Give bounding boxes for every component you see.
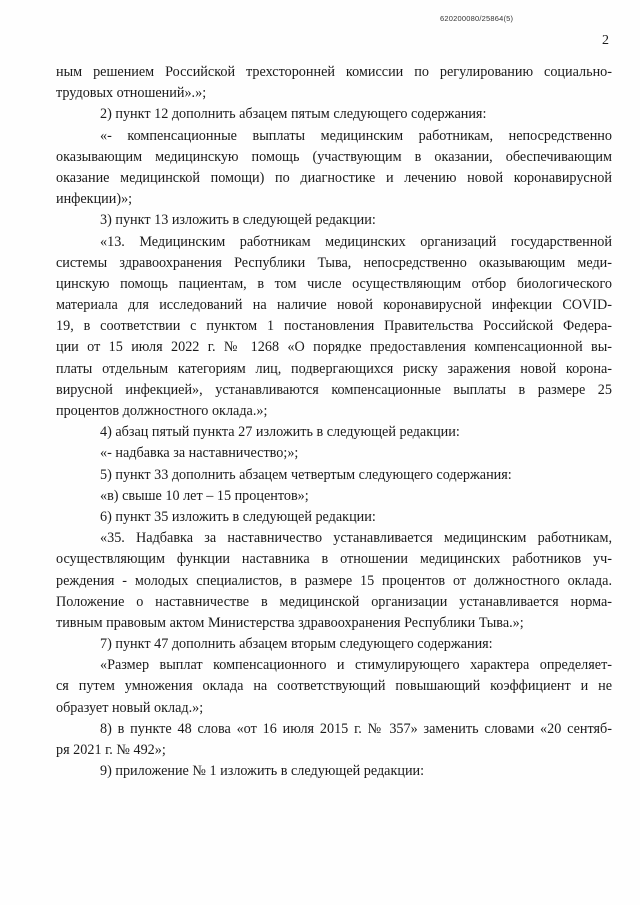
- text-line: «в) свыше 10 лет – 15 процентов»;: [100, 487, 309, 504]
- page-number: 2: [602, 33, 609, 48]
- document-body: [56, 62, 612, 782]
- text-line: тивным правовым актом Министерства здравоохранения Республики Тыва.»;: [56, 614, 524, 631]
- text-line: «- компенсационные выплаты медицинским работникам, непосредственно: [100, 127, 612, 144]
- text-line: ря 2021 г. № 492»;: [56, 742, 166, 758]
- text-line: «35. Надбавка за наставничество устанавливается медицинским работникам,: [100, 530, 612, 547]
- text-line: 5) пункт 33 дополнить абзацем четвертым следующего содержания:: [100, 466, 512, 483]
- text-line: системы здравоохранения Республики Тыва, непосредственно оказывающим меди-: [56, 254, 612, 271]
- text-line: 3) пункт 13 изложить в следующей редакции:: [100, 212, 376, 229]
- text-line: инфекции)»;: [56, 191, 133, 208]
- text-line: ся путем умножения оклада на соответствующий повышающий коэффициент и не: [56, 678, 612, 695]
- text-line: 7) пункт 47 дополнить абзацем вторым следующего содержания:: [100, 636, 493, 653]
- text-line: 9) приложение № 1 изложить в следующей редакции:: [100, 763, 425, 780]
- text-line: образует новый оклад.»;: [56, 699, 204, 716]
- text-line: платы отдельным категориям лиц, подвергающихся риску заражения новой корона-: [56, 360, 612, 377]
- text-line: цинскую помощь пациентам, в том числе осуществляющим отбор биологического: [56, 275, 612, 292]
- text-line: 6) пункт 35 изложить в следующей редакции:: [100, 508, 376, 525]
- text-line: ции от 15 июля 2022 г. № 1268 «О порядке предоставления компенсационной вы-: [56, 339, 612, 356]
- text-line: процентов должностного оклада.»;: [56, 403, 268, 419]
- text-line: оказывающим медицинскую помощь (участвующим в оказании, обеспечивающим: [56, 148, 612, 165]
- text-line: «13. Медицинским работникам медицинских организаций государственной: [100, 233, 612, 250]
- text-line: оказание медицинской помощи) по диагностике и лечению новой коронавирусной: [56, 169, 612, 186]
- text-line: материала для исследований на наличие новой коронавирусной инфекции COVID-: [56, 297, 612, 314]
- text-line: ным решением Российской трехсторонней комиссии по регулированию социально-: [56, 64, 612, 80]
- text-line: осуществляющим функции наставника в отношении медицинских работников уч-: [56, 551, 612, 568]
- text-line: «Размер выплат компенсационного и стимулирующего характера определяет-: [100, 657, 612, 674]
- text-line: 8) в пункте 48 слова «от 16 июля 2015 г. № 357» заменить словами «20 сентяб-: [100, 720, 612, 737]
- text-line: 4) абзац пятый пункта 27 изложить в следующей редакции:: [100, 424, 460, 441]
- text-line: Положение о наставничестве в медицинской организации устанавливается норма-: [56, 593, 612, 610]
- text-line: 19, в соответствии с пунктом 1 постановления Правительства Российской Федера-: [56, 318, 612, 335]
- text-line: «- надбавка за наставничество;»;: [100, 445, 299, 462]
- text-line: 2) пункт 12 дополнить абзацем пятым следующего содержания:: [100, 106, 487, 123]
- text-line: реждения - молодых специалистов, в размере 15 процентов от должностного оклада.: [56, 572, 612, 589]
- text-line: вирусной инфекцией», устанавливаются компенсационные выплаты в размере 25: [56, 381, 612, 398]
- text-line: трудовых отношений».»;: [56, 85, 207, 102]
- document-id: 620200080/25864(5): [440, 14, 514, 23]
